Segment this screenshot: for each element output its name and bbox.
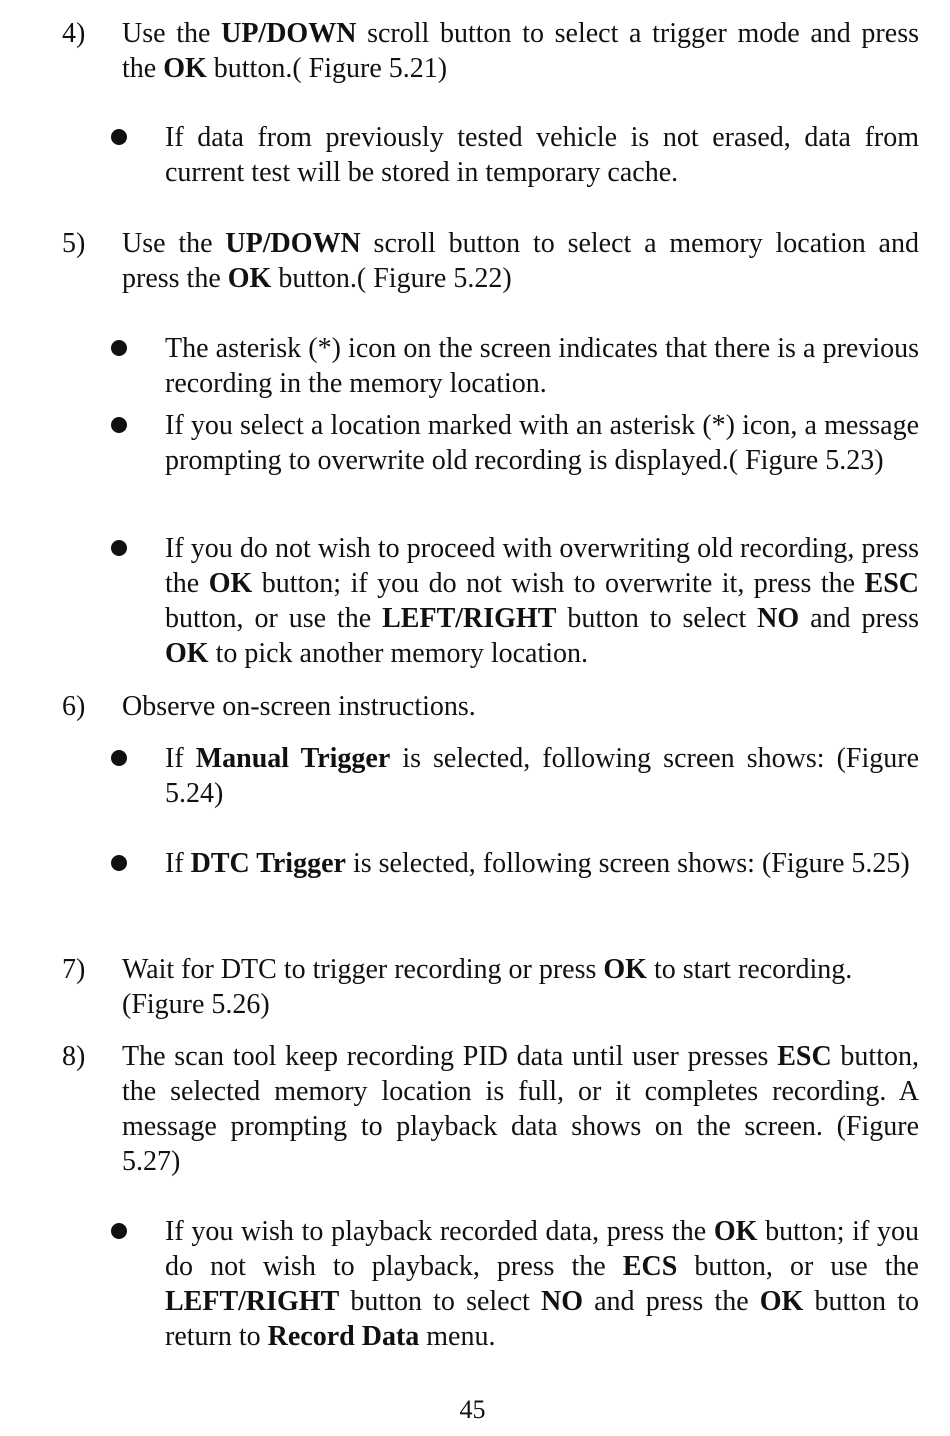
page-number: 45 [459, 1395, 486, 1424]
text-run: The scan tool keep recording PID data until user presses [122, 1041, 778, 1072]
text-run: button.( Figure 5.22) [271, 263, 512, 294]
bullet-dot [111, 417, 127, 433]
bullet-text [165, 741, 919, 811]
text-run: is selected, following screen shows: (Figure 5.25) [345, 848, 910, 879]
bold-text-run: OK [165, 638, 209, 669]
text-run: and press the [582, 1286, 760, 1317]
bold-text-run: OK [603, 954, 647, 985]
text-run: button, or use the [677, 1251, 919, 1282]
text-run: If [165, 848, 191, 879]
step-text [122, 1039, 919, 1179]
bold-text-run: UP/DOWN [221, 18, 357, 49]
bullet-text [165, 531, 919, 671]
bullet-dot [111, 340, 127, 356]
text-run: button, the selected memory location is full, or it completes recording. A message prompting to playback data shows on the screen. (Figure 5.27) [122, 1041, 919, 1177]
step-text [122, 226, 919, 296]
bold-text-run: NO [540, 1286, 583, 1317]
step-text [122, 952, 919, 1022]
text-run: If you wish to playback recorded data, press the [165, 1216, 714, 1247]
text-run: Use the [122, 228, 226, 259]
step-number: 8) [62, 1041, 86, 1072]
bold-text-run: OK [227, 263, 272, 294]
bold-text-run: ESC [777, 1041, 832, 1072]
bold-text-run: OK [713, 1216, 758, 1247]
bullet-text [165, 120, 919, 190]
bold-text-run: UP/DOWN [225, 228, 361, 259]
text-run: menu. [419, 1321, 496, 1352]
text-run: to pick another memory location. [208, 638, 589, 669]
bullet-text [165, 1214, 919, 1354]
text-run: button to select [556, 603, 758, 634]
bullet-text [165, 331, 919, 401]
bold-text-run: OK [759, 1286, 804, 1317]
text-run: If data from previously tested vehicle is not erased, data from current test will be stored in temporary cache. [165, 122, 919, 188]
bullet-text [165, 408, 919, 478]
text-run: and press [799, 603, 919, 634]
bold-text-run: Record Data [267, 1321, 420, 1352]
bold-text-run: OK [208, 568, 253, 599]
text-run: button to return to [165, 1286, 919, 1352]
bold-text-run: ESC [864, 568, 919, 599]
step-number: 6) [62, 691, 86, 722]
text-run: Observe on-screen instructions. [122, 691, 476, 722]
text-run: button, or use the [165, 603, 383, 634]
bullet-dot [111, 540, 127, 556]
bold-text-run: DTC Trigger [190, 848, 346, 879]
text-run: to start recording. (Figure 5.26) [122, 954, 853, 1020]
bullet-text [165, 846, 919, 881]
step-number: 4) [62, 18, 86, 49]
text-run: scroll button to select a trigger mode and press the [122, 18, 919, 84]
text-run: button to select [339, 1286, 541, 1317]
step-number: 7) [62, 954, 86, 985]
bullet-dot [111, 1223, 127, 1239]
bullet-dot [111, 750, 127, 766]
text-run: button; if you do not wish to playback, press the [165, 1216, 919, 1282]
text-run: If [165, 743, 196, 774]
text-run: Wait for DTC to trigger recording or press [122, 954, 604, 985]
bullet-dot [111, 855, 127, 871]
text-run: button.( Figure 5.21) [206, 53, 448, 84]
step-text [122, 689, 919, 724]
bold-text-run: NO [757, 603, 800, 634]
text-run: Use the [122, 18, 222, 49]
bold-text-run: LEFT/RIGHT [382, 603, 557, 634]
text-run: scroll button to select a memory location and press the [122, 228, 919, 294]
bullet-dot [111, 129, 127, 145]
text-run: The asterisk (*) icon on the screen indicates that there is a previous recording in the memory location. [165, 333, 919, 399]
text-run: is selected, following screen shows: (Figure 5.24) [165, 743, 919, 809]
text-run: button; if you do not wish to overwrite it, press the [252, 568, 865, 599]
bold-text-run: ECS [622, 1251, 678, 1282]
step-number: 5) [62, 228, 86, 259]
text-run: If you select a location marked with an asterisk (*) icon, a message prompting to overwrite old recording is displayed.( Figure 5.23) [165, 410, 919, 476]
bold-text-run: Manual Trigger [195, 743, 391, 774]
bold-text-run: LEFT/RIGHT [165, 1286, 340, 1317]
text-run: If you do not wish to proceed with overwriting old recording, press the [165, 533, 919, 599]
bold-text-run: OK [163, 53, 207, 84]
step-text [122, 16, 919, 86]
